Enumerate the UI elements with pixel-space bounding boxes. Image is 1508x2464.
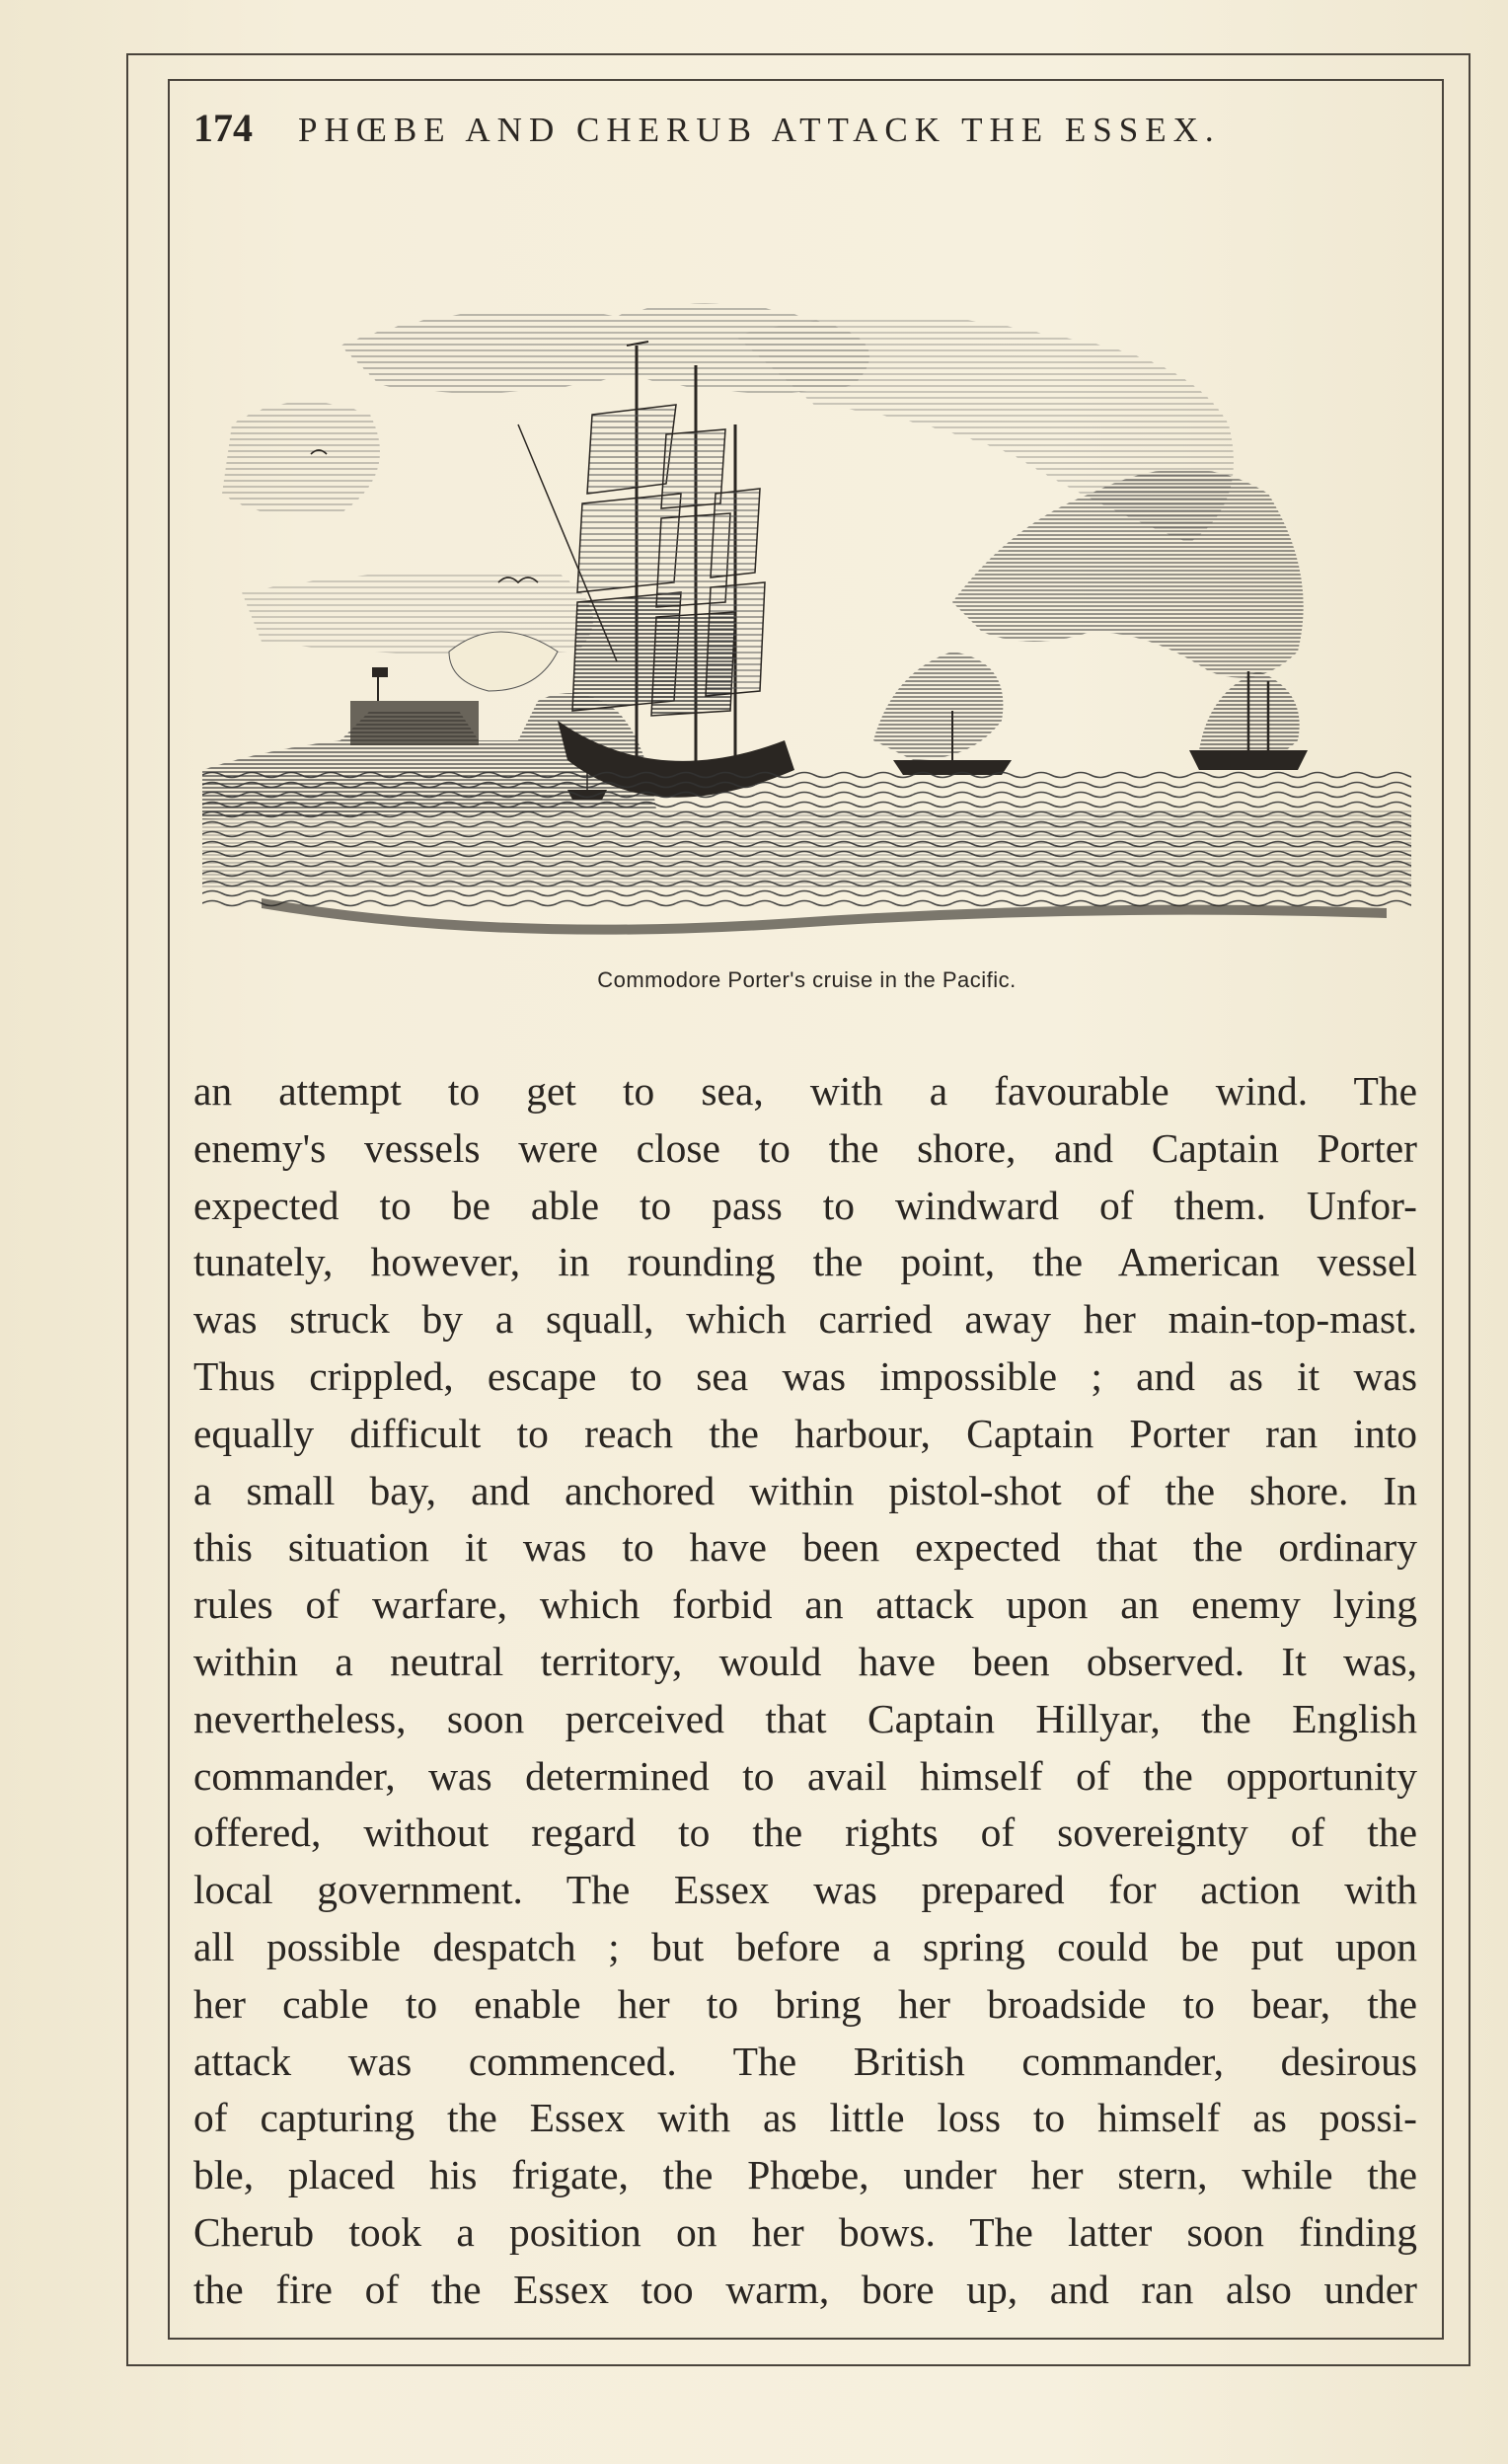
text-line: her cable to enable her to bring her broadside to bear, the [193, 1980, 1417, 2027]
text-line: local government. The Essex was prepared for action with [193, 1867, 1417, 1913]
text-line: tunately, however, in rounding the point, the American vessel [193, 1239, 1417, 1285]
text-line: Cherub took a position on her bows. The latter soon finding [193, 2208, 1417, 2255]
text-line: within a neutral territory, would have been observed. It was, [193, 1638, 1417, 1684]
text-line: equally difficult to reach the harbour, Captain Porter ran into [193, 1410, 1417, 1456]
text-line: an attempt to get to sea, with a favourable wind. The [193, 1068, 1417, 1114]
text-line: expected to be able to pass to windward of them. Unfor- [193, 1182, 1417, 1228]
text-line: commander, was determined to avail himself of the opportunity [193, 1752, 1417, 1799]
text-line: was struck by a squall, which carried away her main-top-mast. [193, 1296, 1417, 1343]
text-line: of capturing the Essex with as little loss to himself as possi- [193, 2095, 1417, 2141]
sea-waves [202, 770, 1411, 935]
text-line: nevertheless, soon perceived that Captain Hillyar, the English [193, 1695, 1417, 1741]
text-line: the fire of the Essex too warm, bore up, and ran also under [193, 2266, 1417, 2312]
text-line: this situation it was to have been expected that the ordinary [193, 1524, 1417, 1571]
smoke-plume [873, 469, 1304, 766]
running-title: PHŒBE AND CHERUB ATTACK THE ESSEX. [298, 111, 1221, 149]
text-line: offered, without regard to the rights of sovereignty of the [193, 1810, 1417, 1856]
running-header [193, 105, 1348, 164]
page-number: 174 [193, 106, 253, 150]
ship-engraving [202, 276, 1411, 967]
text-line: enemy's vessels were close to the shore, and Captain Porter [193, 1124, 1417, 1171]
text-line: attack was commenced. The British commander, desirous [193, 2038, 1417, 2084]
text-line: ble, placed his frigate, the Phœbe, under her stern, while the [193, 2152, 1417, 2198]
figure-caption: Commodore Porter's cruise in the Pacific. [597, 967, 1017, 992]
text-line: rules of warfare, which forbid an attack upon an enemy lying [193, 1581, 1417, 1628]
body-paragraph [193, 1063, 1417, 2319]
text-line: all possible despatch ; but before a spring could be put upon [193, 1923, 1417, 1969]
text-line: a small bay, and anchored within pistol-shot of the shore. In [193, 1467, 1417, 1513]
engraving-illustration [202, 276, 1411, 967]
text-line: Thus crippled, escape to sea was impossible ; and as it was [193, 1352, 1417, 1399]
